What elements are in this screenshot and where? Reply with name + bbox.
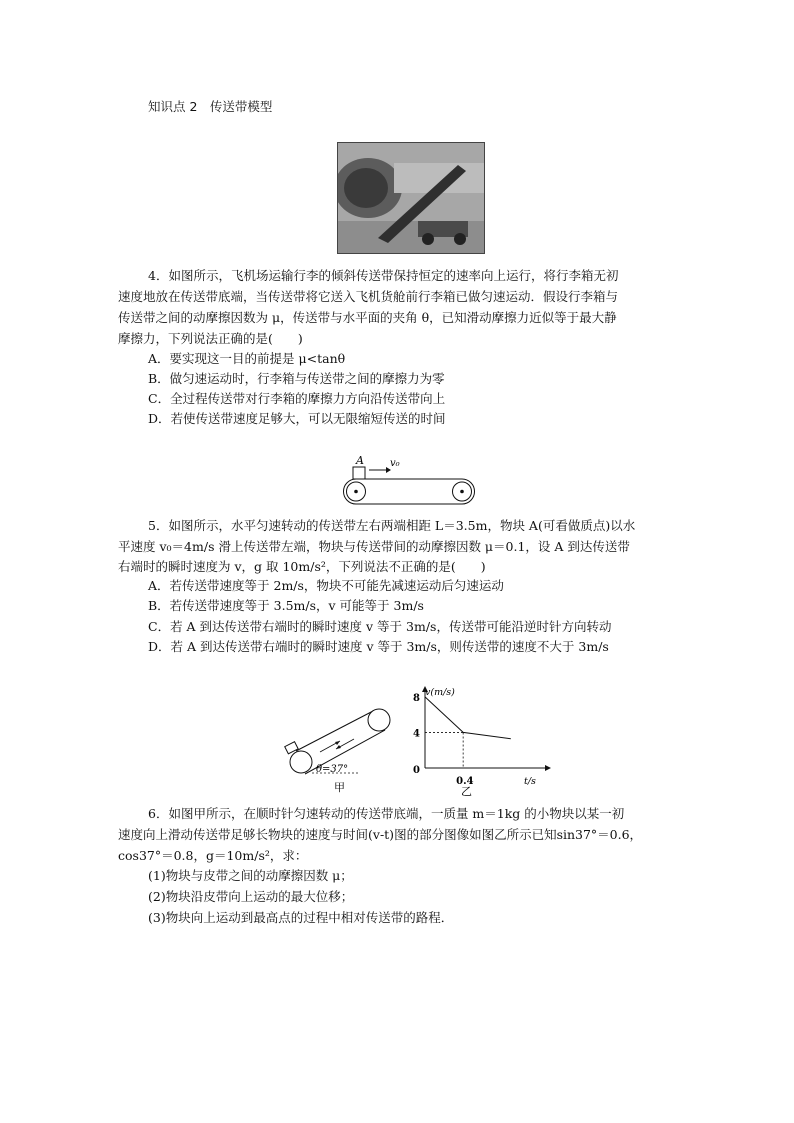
block-a (353, 467, 365, 479)
y-tick-label: 4 (413, 728, 420, 740)
y-axis-label: v(m/s) (425, 687, 455, 698)
velocity-label: v₀ (390, 458, 400, 469)
left-caption: 甲 (334, 781, 345, 794)
angle-label: θ=37° (316, 764, 349, 775)
q6-item: (3)物块向上运动到最高点的过程中相对传送带的路程． (148, 910, 454, 925)
inclined-conveyor-figure (280, 696, 400, 796)
q5-option: B．若传送带速度等于 3.5m/s，v 可能等于 3m/s (148, 598, 424, 613)
lower-pulley (290, 751, 312, 773)
vt-graph-figure (405, 682, 555, 798)
q4-option: B．做匀速运动时，行李箱与传送带之间的摩擦力为零 (148, 371, 445, 386)
q6-line: cos37°＝0.8，g＝10m/s²，求： (118, 848, 308, 863)
q4-line: 4．如图所示，飞机场运输行李的倾斜传送带保持恒定的速率向上运行，将行李箱无初 (148, 268, 619, 283)
y-tick-label: 8 (413, 692, 420, 704)
horizontal-conveyor-figure (336, 452, 482, 508)
q4-line: 摩擦力，下列说法正确的是( ) (118, 331, 303, 346)
q6-line: 6．如图甲所示，在顺时针匀速转动的传送带底端，一质量 m＝1kg 的小物块以某一初 (148, 806, 625, 821)
block-label: A (356, 454, 364, 467)
q5-option: D．若 A 到达传送带右端时的瞬时速度 v 等于 3m/s，则传送带的速度不大于 3m/s (148, 639, 609, 654)
q6-line: 速度向上滑动传送带足够长物块的速度与时间(v-t)图的部分图像如图乙所示已知sin37°＝0.6， (118, 827, 643, 842)
x-axis-label: t/s (524, 776, 536, 787)
right-caption: 乙 (461, 785, 472, 798)
belt-top (296, 710, 375, 751)
q5-line: 5．如图所示，水平匀速转动的传送带左右两端相距 L＝3.5m，物块 A(可看做质点)以水 (148, 518, 636, 533)
q4-line: 传送带之间的动摩擦因数为 μ，传送带与水平面的夹角 θ，已知滑动摩擦力近似等于最大静 (118, 310, 617, 325)
q4-option: A．要实现这一目的前提是 μ<tanθ (148, 351, 346, 366)
x-tick-label: 0.4 (456, 776, 474, 787)
q4-line: 速度地放在传送带底端，当传送带将它送入飞机货舱前行李箱已做匀速运动．假设行李箱与 (118, 289, 619, 304)
airport-conveyor-photo (337, 142, 485, 254)
q6-item: (2)物块沿皮带向上运动的最大位移； (148, 889, 354, 904)
q5-option: C．若 A 到达传送带右端时的瞬时速度 v 等于 3m/s，传送带可能沿逆时针方向转动 (148, 619, 612, 634)
q5-option: A．若传送带速度等于 2m/s，物块不可能先减速运动后匀速运动 (148, 578, 504, 593)
upper-pulley (368, 709, 390, 731)
section-heading: 知识点 2 传送带模型 (148, 99, 273, 114)
q4-option: D．若使传送带速度足够大，可以无限缩短传送的时间 (148, 411, 446, 426)
q5-line: 平速度 v₀＝4m/s 滑上传送带左端，物块与传送带间的动摩擦因数 μ＝0.1，设 A 到达传送带 (118, 539, 630, 554)
q5-line: 右端时的瞬时速度为 v，g 取 10m/s²，下列说法不正确的是( ) (118, 559, 486, 574)
origin-label: 0 (413, 765, 420, 776)
q4-option: C．全过程传送带对行李箱的摩擦力方向沿传送带向上 (148, 391, 446, 406)
q6-item: (1)物块与皮带之间的动摩擦因数 μ； (148, 868, 353, 883)
